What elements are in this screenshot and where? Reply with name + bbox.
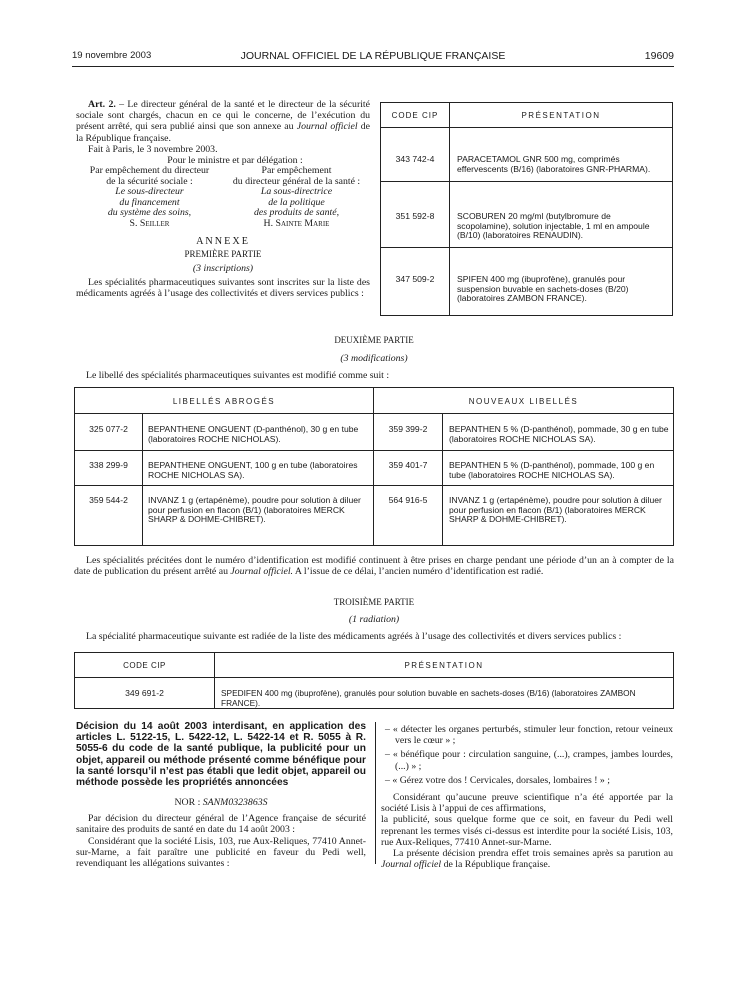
part2-title: DEUXIÈME PARTIE [334,335,414,345]
annexe-part1 [76,236,370,299]
decision-p3: Considérant qu’aucune preuve scientifique n’a été apportée par la société Lisis à l’appui de ces affirmations, [381,792,673,815]
signatory-name: S. Seiller [129,217,170,229]
part2-note-journal: Journal officiel. [230,566,294,578]
column-divider [142,413,143,545]
decision-p5: La présente décision prendra effet trois semaines après sa parution au [393,848,673,860]
inscriptions-table [380,102,673,316]
part2-note-end: A l’issue de ce délai, l’ancien numéro d’identification est radié. [293,566,544,578]
part3-intro [74,631,674,642]
old-label-cell: INVANZ 1 g (ertapénème), poudre pour solution à diluer pour perfusion en flacon (B/1) (laboratoires MERCK SHARP & DOHME-CHIBRET). [148,495,361,525]
decision-p5-end: de la République française. [441,859,551,871]
table-cell-code: 347 509-2 [395,274,435,284]
header-journal-title: JOURNAL OFFICIEL DE LA RÉPUBLIQUE FRANÇAISE [240,50,506,62]
column-header-presentation: PRÉSENTATION [521,111,601,120]
part1-subtitle: (3 inscriptions) [192,263,254,275]
sig-right-line: de la politique [268,196,325,208]
old-code-cell: 359 544-2 [89,495,128,505]
new-code-cell: 359 401-7 [388,460,428,470]
column-header-new-labels: NOUVEAUX LIBELLÉS [468,397,579,406]
old-code-cell: 325 077-2 [89,424,128,434]
delegation-line: Pour le ministre et par délégation : [167,155,303,167]
modifications-table [74,387,674,546]
decision-p5-journal: Journal officiel [381,859,442,871]
decision-body-right [381,724,673,870]
column-rule [375,722,376,864]
allegation-item: – « détecter les organes perturbés, stimuler leur fonction, retour veineux vers le cœur » ; [385,724,673,747]
signatory-name: H. Sainte Marie [263,217,330,229]
part3-text: La spécialité pharmaceutique suivante est radiée de la liste des médicaments agréés à l’usage des collectivités et divers services publics : [86,631,622,642]
row-divider [75,450,673,451]
column-header-code: CODE CIP [391,111,439,120]
column-divider [442,413,443,545]
table-cell-presentation: SPIFEN 400 mg (ibuprofène), granulés pour suspension buvable en sachets-doses (B/20) (laboratoires ZAMBON FRANCE). [457,274,629,304]
sig-right-line: des produits de santé, [253,207,340,219]
fait-a-paris: Fait à Paris, le 3 novembre 2003. [88,143,218,155]
nor-reference [76,797,366,808]
article-2 [76,99,370,166]
signature-block [76,166,370,230]
decision-title: Décision du 14 août 2003 interdisant, en application des articles L. 5122-15, L. 5422-12, L. 5422-14 et R. 5055 à R. 5055-6 du code de la santé publique, la publicité pour un objet, appareil ou méthode présenté comme bénéfique pour la santé lorsqu’il n’est pas établi que ledit objet, appareil ou méthode possède les propriétés annoncées [76,721,366,789]
radiation-table [74,652,674,709]
column-header-old-labels: LIBELLÉS ABROGÉS [172,397,276,406]
row-divider [381,247,672,248]
row-divider [381,181,672,182]
header-date: 19 novembre 2003 [72,50,152,61]
part2-intro [74,370,674,381]
part1-text: Les spécialités pharmaceutiques suivantes sont inscrites sur la liste des médicaments agréés à l’usage des collectivités et divers services publics : [76,276,370,299]
nor-label: NOR : [174,797,203,808]
new-code-cell: 359 399-2 [388,424,428,434]
header-divider [75,413,673,414]
part2-note [74,555,674,577]
part2-subtitle: (3 modifications) [340,353,408,364]
article-label: Art. 2. [88,99,116,110]
nor-code: SANM0323863S [202,797,268,808]
table-cell-code: 343 742-4 [395,154,435,164]
article-text: – Le directeur général de la santé et le directeur de la sécurité sociale sont chargés, chacun en ce qui le concerne, de l’exécution du présent arrêté, qui sera publié ainsi que son annexe au [76,99,370,133]
column-divider [449,103,450,315]
column-header-code: CODE CIP [123,661,166,670]
decision-body-left [76,797,366,869]
new-code-cell: 564 916-5 [388,495,428,505]
sig-left-line: Par empêchement du directeur [89,165,210,176]
new-label-cell: BEPANTHEN 5 % (D-panthénol), pommade, 100 g en tube (laboratoires ROCHE NICHOLAS SA). [449,460,655,480]
part1-title: PREMIÈRE PARTIE [184,249,262,260]
part3-title: TROISIÈME PARTIE [333,597,415,607]
header-rule [72,66,674,67]
table-cell-presentation: SCOBUREN 20 mg/ml (butylbromure de scopolamine), solution injectable, 1 ml en ampoule (B/10) (laboratoires RENAUDIN). [457,211,650,241]
new-label-cell: BEPANTHEN 5 % (D-panthénol), pommade, 30 g en tube (laboratoires ROCHE NICHOLAS SA). [449,424,669,444]
sig-right-line: Par empêchement [261,165,332,176]
old-label-cell: BEPANTHENE ONGUENT, 100 g en tube (laboratoires ROCHE NICHOLAS SA). [148,460,358,480]
table-cell-code: 351 592-8 [395,211,435,221]
article-journal: Journal officiel [296,121,358,133]
part2-text: Le libellé des spécialités pharmaceutiques suivantes est modifié comme suit : [86,370,390,381]
allegation-item: – « Gérez votre dos ! Cervicales, dorsales, lombaires ! » ; [385,774,610,786]
table-cell-presentation: SPEDIFEN 400 mg (ibuprofène), granulés pour solution buvable en sachets-doses (B/16) (laboratoires ZAMBON FRANCE). [221,688,636,708]
article-text-end: de la République française. [76,121,371,144]
signature-right [223,166,370,230]
sig-left-line: du système des soins, [107,207,192,219]
old-code-cell: 338 299-9 [89,460,128,470]
decision-p1: Par décision du directeur général de l’Agence française de sécurité sanitaire des produits de santé en date du 14 août 2003 : [76,813,366,836]
row-divider [75,485,673,486]
allegation-item: – « bénéfique pour : circulation sanguine, (...), crampes, jambes lourdes, (...) » ; [385,749,673,772]
running-header [72,50,674,64]
table-cell-code: 349 691-2 [125,688,164,698]
table-header [381,103,672,128]
sig-right-line: La sous-directrice [260,186,333,198]
new-label-cell: INVANZ 1 g (ertapénème), poudre pour solution à diluer pour perfusion en flacon (B/1) (laboratoires MERCK SHARP & DOHME-CHIBRET). [449,495,662,525]
annexe-title: ANNEXE [196,236,250,247]
sig-left-line: de la sécurité sociale : [106,175,193,187]
column-divider [214,653,215,708]
decision-p4: la publicité, sous quelque forme que ce soit, en faveur du Pedi well reprenant les termes visés ci-dessus est interdite pour la société Lisis, 103, rue Aux-Reliques, 77410 Annet-sur-Marne. [381,814,673,848]
signature-left [76,166,223,230]
header-page-number: 19609 [644,50,674,62]
sig-left-line: Le sous-directeur [115,186,184,198]
sig-left-line: du financement [119,196,180,208]
old-label-cell: BEPANTHENE ONGUENT (D-panthénol), 30 g en tube (laboratoires ROCHE NICHOLAS). [148,424,359,444]
decision-p2: Considérant que la société Lisis, 103, rue Aux-Reliques, 77410 Annet-sur-Marne, a fait paraître une publicité en faveur du Pedi well, revendiquant les allégations suivantes : [76,835,366,870]
header-divider [75,677,673,678]
sig-right-line: du directeur général de la santé : [232,175,361,187]
column-header-presentation: PRÉSENTATION [404,661,484,670]
part3-subtitle: (1 radiation) [348,614,400,625]
table-cell-presentation: PARACETAMOL GNR 500 mg, comprimés effervescents (B/16) (laboratoires GNR-PHARMA). [457,154,651,174]
part2-note-text: Les spécialités précitées dont le numéro d’identification est modifié continuent à être prises en charge pendant une période d’un an à compter de la date de publication du présent arrêté au [74,555,674,578]
